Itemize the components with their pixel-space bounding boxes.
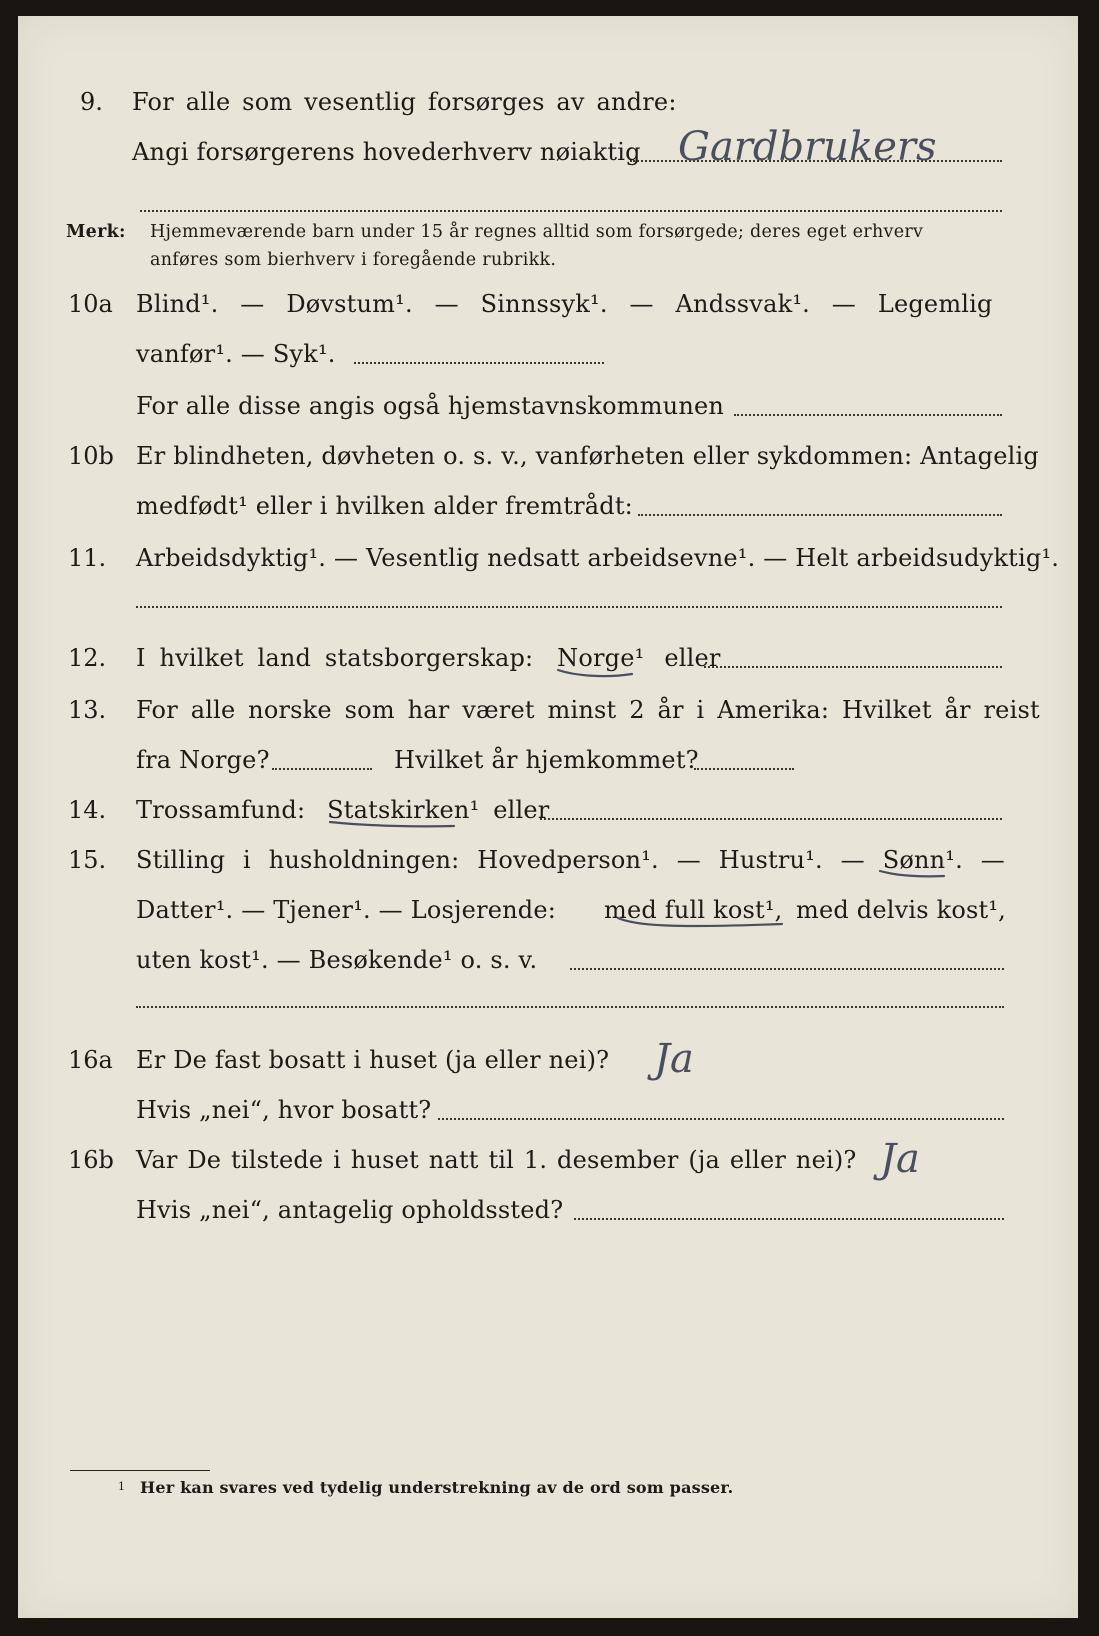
q16b-handwritten-answer: Ja [880,1136,920,1182]
q16a-answer-line[interactable] [438,1118,1004,1120]
q9-question-line2: Angi forsørgerens hovederhverv nøiaktig [132,138,641,166]
q12-question-pre: I hvilket land statsborgerskap: [136,644,534,672]
q15-line3: uten kost¹. — Besøkende¹ o. s. v. [136,946,538,974]
q10a-line2: vanfør¹. — Syk¹. [136,340,336,368]
q13-return-year-line[interactable] [694,768,794,770]
merk-note-line1: Hjemmeværende barn under 15 år regnes alltid som forsørgede; deres eget erhverv [150,222,924,242]
q14-question-pre: Trossamfund: [136,796,306,824]
merk-note-line2: anføres som bierhverv i foregående rubrikk. [150,250,557,270]
q14-question-post: eller [493,796,550,824]
q13-departure-year-line[interactable] [272,768,372,770]
q10a-line3: For alle disse angis også hjemstavnskommunen [136,392,725,420]
q10b-answer-line[interactable] [638,514,1002,516]
q10a-number: 10a [68,290,113,318]
footnote-rule [70,1470,210,1471]
q16a-number: 16a [68,1046,113,1074]
q9-handwritten-answer: Gardbrukers [678,124,937,170]
q16b-answer-line[interactable] [574,1218,1004,1220]
q14-option-statskirken[interactable]: Statskirken¹ [327,796,480,824]
q10a-sick-answer-line[interactable] [354,362,604,364]
q16b-line1: Var De tilstede i huset natt til 1. desember (ja eller nei)? [136,1146,857,1174]
q13-line2b: Hvilket år hjemkommet? [394,746,699,774]
q14-handwritten-underline [328,818,458,830]
q15-answer-line[interactable] [570,968,1004,970]
q16b-line2: Hvis „nei“, antagelig opholdssted? [136,1196,564,1224]
q16a-line2: Hvis „nei“, hvor bosatt? [136,1096,432,1124]
q12-answer-line[interactable] [704,666,1002,668]
q14-answer-line[interactable] [540,818,1002,820]
footnote-text: Her kan svares ved tydelig understrekning av de ord som passer. [140,1478,734,1497]
merk-label: Merk: [66,222,126,242]
q10b-line2: medfødt¹ eller i hvilken alder fremtrådt: [136,492,633,520]
q13-number: 13. [68,696,107,724]
q15-extra-line[interactable] [136,1006,1004,1008]
q9-question-line1: For alle som vesentlig forsørges av andre: [132,88,677,116]
q15-line2a: Datter¹. — Tjener¹. — Losjerende: [136,896,557,924]
q12-handwritten-underline [556,666,636,680]
q13-line1: For alle norske som har været minst 2 år i Amerika: Hvilket år reist [136,696,1040,724]
q15-option-partial-board[interactable]: med delvis kost¹, [796,896,1006,924]
q10a-line1: Blind¹. — Døvstum¹. — Sinnssyk¹. — Andssvak¹. — Legemlig [136,290,993,318]
q11-number: 11. [68,544,107,572]
q11-line1: Arbeidsdyktig¹. — Vesentlig nedsatt arbeidsevne¹. — Helt arbeidsudyktig¹. [136,544,1060,572]
q12-question-post: eller [664,644,721,672]
q15-line1: Stilling i husholdningen: Hovedperson¹. — Hustru¹. — Sønn¹. — [136,846,1005,874]
q12-number: 12. [68,644,107,672]
q16a-line1: Er De fast bosatt i huset (ja eller nei)? [136,1046,610,1074]
footnote-mark: 1 [118,1480,126,1493]
q16a-handwritten-answer: Ja [654,1036,694,1082]
q10a-hometown-answer-line[interactable] [734,414,1002,416]
q15-option-full-board[interactable]: med full kost¹, [604,896,783,924]
q10b-line1: Er blindheten, døvheten o. s. v., vanførheten eller sykdommen: Antagelig [136,442,1039,470]
q15-number: 15. [68,846,107,874]
q11-answer-line[interactable] [136,606,1002,608]
q9-number: 9. [80,88,103,116]
census-form-page [18,16,1078,1618]
q9-extra-line[interactable] [140,210,1002,212]
q16b-number: 16b [68,1146,114,1174]
q15-full-board-underline [616,916,786,932]
q10b-number: 10b [68,442,114,470]
q13-line2a: fra Norge? [136,746,270,774]
q12-option-norway[interactable]: Norge¹ [557,644,645,672]
q15-son-underline [878,868,948,880]
q14-number: 14. [68,796,107,824]
